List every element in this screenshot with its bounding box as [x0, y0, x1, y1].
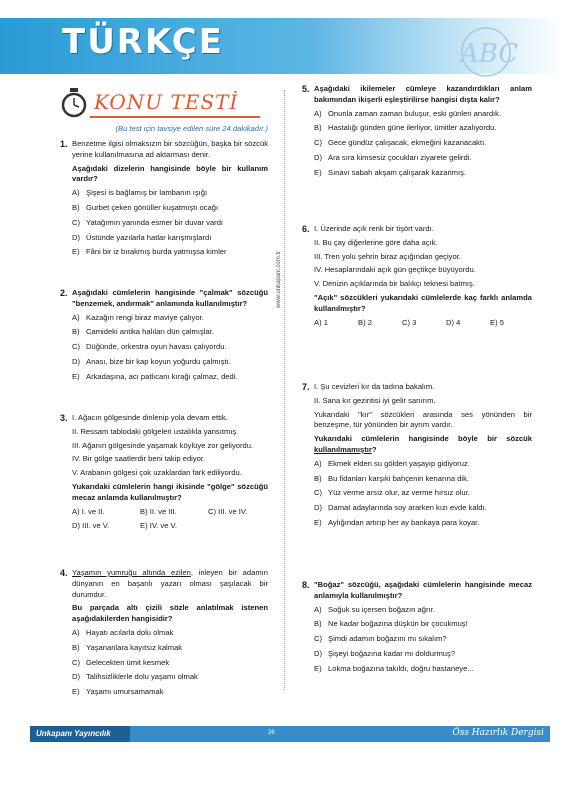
option-d[interactable]: D) Şişeyi boğazına kadar mı doldurmuş?	[314, 648, 456, 658]
question-3	[60, 413, 268, 536]
question-7	[302, 382, 532, 533]
option-d[interactable]: D) Üstünde yazılarla hatlar karışmışlardı	[72, 232, 212, 242]
option-e[interactable]: E) Yaşamı umursamamak	[72, 687, 164, 697]
magazine-name: Öss Hazırlık Dergisi	[452, 728, 544, 738]
question-number: 4.	[60, 568, 68, 578]
question-number: 7.	[302, 382, 310, 392]
question-number: 3.	[60, 413, 68, 423]
option-b[interactable]: B) Gurbet çeken gönüller kuşatmıştı ocağı	[72, 202, 219, 212]
abc-logo	[430, 20, 530, 80]
footer	[30, 726, 550, 744]
option-a[interactable]: A) Onunla zaman zaman buluşur, eski günleri anardık.	[314, 108, 502, 118]
underlined-keyword: kullanılmamıştır	[314, 444, 372, 454]
option-a[interactable]: A) Soğuk su içersen boğazın ağrır.	[314, 604, 435, 614]
page-number: 26	[268, 730, 275, 736]
topic-title: KONU TESTİ	[94, 90, 239, 114]
statement-5: V. Arabanın gölgesi çok uzaklardan fark ediliyordu.	[72, 468, 242, 478]
statement-2: II. Bu çay diğerlerine göre daha açık.	[314, 237, 438, 247]
statement-2: II. Sana kır gezintisi iyi gelir sanırım.	[314, 395, 436, 405]
option-c[interactable]: C) Yatağımın yanında esmer bir duvar vardı	[72, 217, 224, 227]
option-b[interactable]: B) Hastalığı günden güne ilerliyor, ümitler azalıyordu.	[314, 123, 497, 133]
question-number: 8.	[302, 580, 310, 590]
option-c[interactable]: C) III. ve IV.	[208, 506, 248, 516]
option-d[interactable]: D) 4	[446, 317, 461, 327]
page-title: TÜRKÇE	[62, 22, 224, 62]
question-text: Aşağıdaki cümlelerin hangisinde "çalmak" sözcüğü "benzemek, andırmak" anlamında kullanılmıştır?	[72, 288, 268, 308]
question-text: Yukarıdaki cümlelerin hangisinde böyle bir sözcük kullanılmamıştır?	[314, 434, 532, 454]
option-e[interactable]: E) Arkadaşına, acı patlıcanı kırağı çalmaz, dedi.	[72, 371, 238, 381]
option-c[interactable]: C) Düğünde, orkestra oyun havası çalıyordu.	[72, 342, 227, 352]
question-4	[60, 568, 268, 702]
option-a[interactable]: A) Hayatı acılarla dolu olmak	[72, 627, 174, 637]
option-c[interactable]: C) Gelecekten ümit kesmek	[72, 657, 170, 667]
option-a[interactable]: A) 1	[314, 317, 328, 327]
question-number: 1.	[60, 139, 68, 149]
topic-header	[60, 88, 270, 128]
question-stem: Yaşamın yumruğu altında ezilen, inleyen bir adamın dünyanın en başarılı yazarı olması şaşılacak bir durumdur.	[72, 568, 268, 599]
option-e[interactable]: E) Sınavı sabah akşam çalışarak kazanmış.	[314, 167, 467, 177]
option-d[interactable]: D) Anası, bize bir kap koyun yoğurdu çalmıştı.	[72, 356, 231, 366]
statement-5: V. Denizin açıklarında bir balıkçı teknesi batmış.	[314, 279, 475, 289]
option-a[interactable]: A) Şişesi is bağlamış bir lambanın ışığı	[72, 188, 208, 198]
option-b[interactable]: B) II. ve III.	[140, 506, 177, 516]
question-text: "Açık" sözcükleri yukarıdaki cümlelerde kaç farklı anlamda kullanılmıştır?	[314, 292, 532, 313]
option-e[interactable]: E) 5	[490, 317, 504, 327]
question-2	[60, 288, 268, 387]
statement-1: I. Şu cevizleri kır da tadına bakalım.	[314, 382, 435, 391]
question-stem: Benzetme ilgisi olmaksızın bir sözcüğün, başka bir sözcük yerine kullanılmasına ad aktarması denir.	[72, 139, 268, 159]
question-stem: Yukarıdaki "kır" sözcükleri arasında ses yönünden bir benzeşme, tür yönünden bir ayrım vardır.	[314, 409, 532, 430]
side-url: www.unkapani.com.tr	[276, 250, 282, 308]
option-b[interactable]: B) Ne kadar boğazına düşkün bir çocukmuş!	[314, 619, 468, 629]
option-e[interactable]: E) Fâni bir iz bırakmış burda yatmışsa kimler	[72, 247, 227, 257]
question-text: Bu parçada altı çizili sözle anlatılmak istenen aşağıdakilerden hangisidir?	[72, 603, 268, 624]
option-d[interactable]: D) Ara sıra kimsesiz çocukları ziyarete gelirdi.	[314, 152, 472, 162]
statement-3: III. Ağanın gölgesinde yaşamak köylüye zor geliyordu.	[72, 440, 254, 450]
question-5	[302, 84, 532, 183]
option-d[interactable]: D) Damat adaylarında soy ararken kızı evde kaldı.	[314, 503, 487, 513]
statement-2: II. Ressam tablodaki gölgeleri ustalıkla yansıtmış.	[72, 426, 239, 436]
publisher-logo: Unkapanı Yayıncılık	[30, 726, 130, 742]
option-e[interactable]: E) Aylığından artırıp her ay bankaya para koyar.	[314, 517, 480, 527]
statement-1: I. Ağacın gölgesinde dinlenip yola devam ettik.	[72, 413, 228, 422]
stopwatch-icon	[60, 88, 88, 118]
option-b[interactable]: B) Yaşananlara kayıtsız kalmak	[72, 642, 183, 652]
topic-underline	[90, 116, 260, 118]
statement-4: IV. Bir gölge saatlerdir beni takip ediyor.	[72, 454, 206, 464]
header-banner	[0, 0, 565, 82]
question-number: 2.	[60, 288, 68, 298]
statement-1: I. Üzerinde açık renk bir tişört vardı.	[314, 224, 434, 233]
option-d[interactable]: D) Talihsizliklerle dolu yaşamı olmak	[72, 672, 198, 682]
question-text: Aşağıdaki ikilemeler cümleye kazandırdıkları anlam bakımından ikişerli eşleştirilirse hangisi dışta kalır?	[314, 84, 532, 104]
option-d[interactable]: D) III. ve V.	[72, 521, 110, 531]
question-6	[302, 224, 532, 332]
question-number: 5.	[302, 84, 310, 94]
question-text: Yukarıdaki cümlelerin hangi ikisinde "gölge" sözcüğü mecaz anlamda kullanılmıştır?	[72, 481, 268, 502]
question-number: 6.	[302, 224, 310, 234]
question-8	[302, 580, 532, 679]
time-note: (Bu test için tavsiye edilen süre 24 dakikadır.)	[115, 124, 268, 133]
statement-3: III. Tren yolu şehrin biraz açığından geçiyor.	[314, 251, 461, 261]
option-b[interactable]: B) Camideki antika halıları dün çalmışlar.	[72, 327, 214, 337]
option-c[interactable]: C) 3	[402, 317, 417, 327]
option-b[interactable]: B) Bu fidanları karşıki bahçenin kenarına dik.	[314, 473, 469, 483]
option-c[interactable]: C) Şimdi adamın boğazını mı sıkalım?	[314, 634, 447, 644]
statement-4: IV. Hesaplarındaki açık gün geçtikçe büyüyordu.	[314, 265, 476, 275]
option-a[interactable]: A) Ekmek elden su gölden yaşayıp gidiyoruz.	[314, 458, 470, 468]
abc-logo-text: ABC	[460, 39, 519, 69]
question-text: Aşağıdaki dizelerin hangisinde böyle bir kullanım vardır?	[72, 163, 268, 184]
column-divider	[284, 90, 285, 690]
question-1	[60, 139, 268, 262]
option-e[interactable]: E) IV. ve V.	[140, 521, 178, 531]
option-c[interactable]: C) Yüz verme arsız olur, az verme hırsız olur.	[314, 488, 470, 498]
option-a[interactable]: A) Kazağın rengi biraz maviye çalıyor.	[72, 312, 204, 322]
option-c[interactable]: C) Gece gündüz çalışacak, ekmeğini kazanacaktı.	[314, 138, 487, 148]
underlined-phrase: Yaşamın yumruğu altında ezilen	[72, 568, 191, 577]
option-e[interactable]: E) Lokma boğazına takıldı, doğru hastaneye...	[314, 663, 474, 673]
option-b[interactable]: B) 2	[358, 317, 372, 327]
option-a[interactable]: A) I. ve II.	[72, 506, 105, 516]
question-text: "Boğaz" sözcüğü, aşağıdaki cümlelerin hangisinde mecaz anlamıyla kullanılmıştır?	[314, 580, 532, 600]
